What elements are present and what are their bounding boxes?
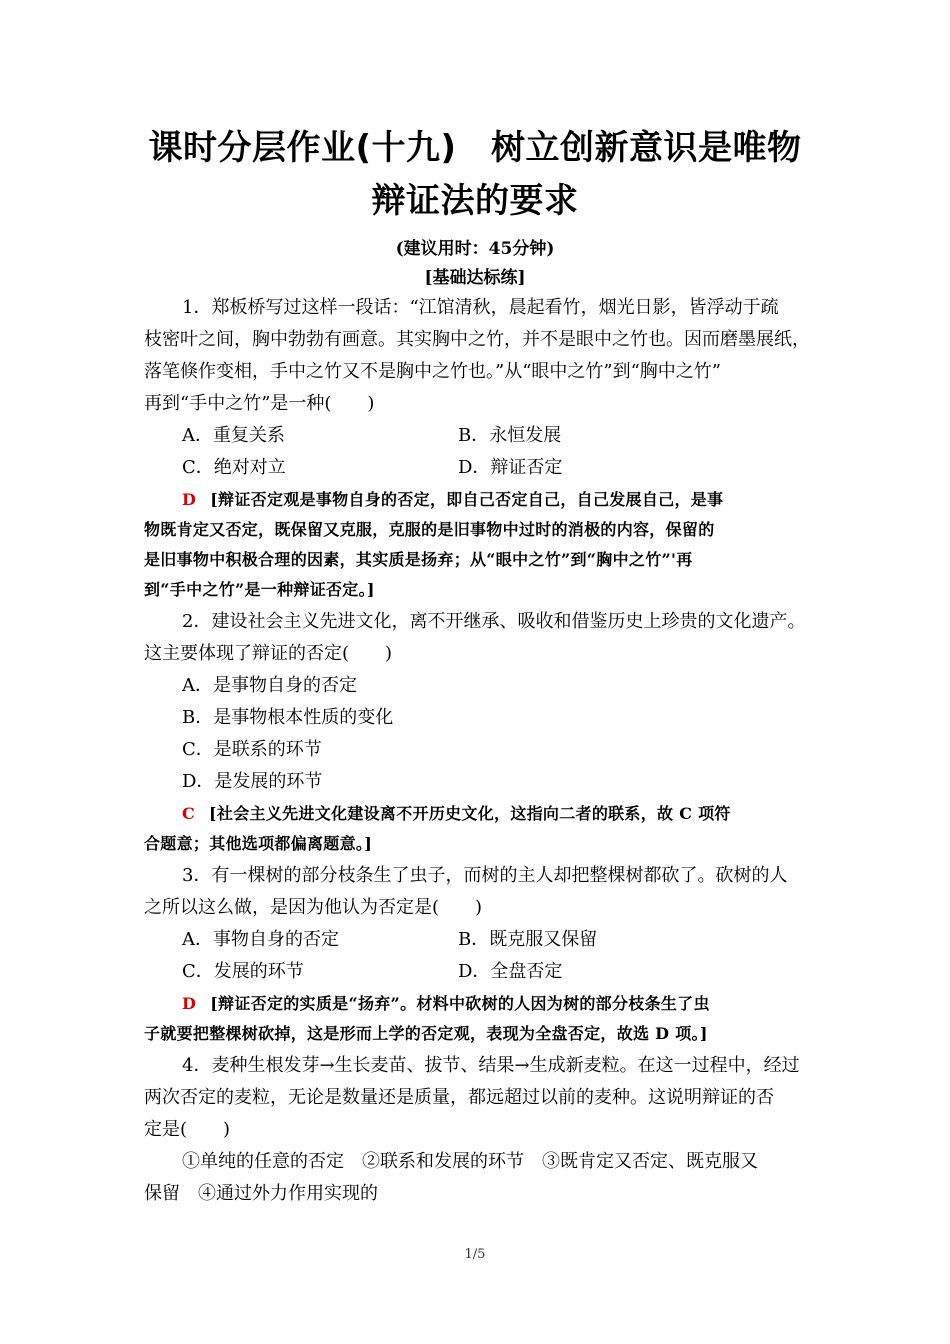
q3-option-c: C．发展的环节	[182, 961, 304, 982]
q4-items-line: ①单纯的任意的否定 ②联系和发展的环节 ③既肯定又否定、既克服又	[182, 1151, 758, 1172]
q2-explanation-line: 合题意；其他选项都偏离题意。]	[144, 834, 373, 853]
q2-option-b: B．是事物根本性质的变化	[182, 707, 394, 728]
q1-explanation-line: 是旧事物中积极合理的因素，其实质是扬弃；从“眼中之竹”到“胸中之竹”'再	[144, 550, 693, 569]
q1-answer: D	[182, 490, 197, 509]
q3-option-b: B．既克服又保留	[458, 929, 598, 950]
q1-stem-line: 枝密叶之间，胸中勃勃有画意。其实胸中之竹，并不是眼中之竹也。因而磨墨展纸，	[144, 329, 810, 350]
q1-explanation-line: 物既肯定又否定，既保留又克服，克服的是旧事物中过时的消极的内容，保留的	[144, 520, 715, 539]
q2-explanation-line	[182, 803, 862, 825]
q1-stem-line: 再到“手中之竹”是一种( )	[144, 393, 375, 414]
q3-answer: D	[182, 994, 197, 1013]
q2-stem-line: 2．建设社会主义先进文化，离不开继承、吸收和借鉴历史上珍贵的文化遗产。	[182, 611, 806, 632]
q3-option-a: A．事物自身的否定	[182, 929, 339, 950]
q3-option-d: D．全盘否定	[458, 961, 563, 982]
q4-stem-line: 4．麦种生根发芽→生长麦苗、拔节、结果→生成新麦粒。在这一过程中，经过	[182, 1055, 800, 1076]
section-heading: [基础达标练]	[424, 268, 526, 288]
q1-option-a: A．重复关系	[182, 425, 285, 446]
q1-option-c: C．绝对对立	[182, 457, 286, 478]
q1-option-d: D．辩证否定	[458, 457, 563, 478]
q3-explanation-line	[182, 993, 862, 1015]
page-title-line-2: 辩证法的要求	[371, 181, 579, 221]
time-note: (建议用时：45分钟)	[395, 239, 555, 259]
q4-items-line: 保留 ④通过外力作用实现的	[144, 1183, 378, 1204]
q3-stem-line: 3．有一棵树的部分枝条生了虫子，而树的主人却把整棵树都砍了。砍树的人	[182, 865, 788, 886]
q1-stem-line: 落笔倏作变相，手中之竹又不是胸中之竹也。”从“眼中之竹”到“胸中之竹”	[144, 361, 722, 382]
q2-option-a: A．是事物自身的否定	[182, 675, 357, 696]
q3-stem-line: 之所以这么做，是因为他认为否定是( )	[144, 897, 483, 918]
q1-explanation-line	[182, 489, 862, 511]
q1-explanation-text: [辩证否定观是事物自身的否定，即自己否定自己，自己发展自己，是事	[210, 490, 724, 509]
q2-option-d: D．是发展的环节	[182, 771, 323, 792]
q3-explanation-line: 子就要把整棵树砍掉，这是形而上学的否定观，表现为全盘否定，故选 D 项。]	[144, 1024, 708, 1043]
q1-stem-line: 1．郑板桥写过这样一段话：“江馆清秋，晨起看竹，烟光日影，皆浮动于疏	[182, 297, 779, 318]
q4-stem-line: 两次否定的麦粒，无论是数量还是质量，都远超过以前的麦种。这说明辩证的否	[144, 1087, 774, 1108]
q1-explanation-line: 到“手中之竹”是一种辩证否定。]	[144, 580, 375, 599]
page-title-line-1: 课时分层作业(十九) 树立创新意识是唯物	[148, 128, 802, 168]
q2-stem-line: 这主要体现了辩证的否定( )	[144, 643, 393, 664]
q2-answer: C	[182, 804, 196, 823]
q2-explanation-text: [社会主义先进文化建设离不开历史文化，这指向二者的联系，故 C 项符	[209, 804, 731, 823]
q4-stem-line: 定是( )	[144, 1119, 231, 1140]
q1-option-b: B．永恒发展	[458, 425, 562, 446]
q2-option-c: C．是联系的环节	[182, 739, 322, 760]
page-number: 1/5	[464, 1247, 486, 1262]
q3-explanation-text: [辩证否定的实质是“扬弃”。材料中砍树的人因为树的部分枝条生了虫	[210, 994, 710, 1013]
